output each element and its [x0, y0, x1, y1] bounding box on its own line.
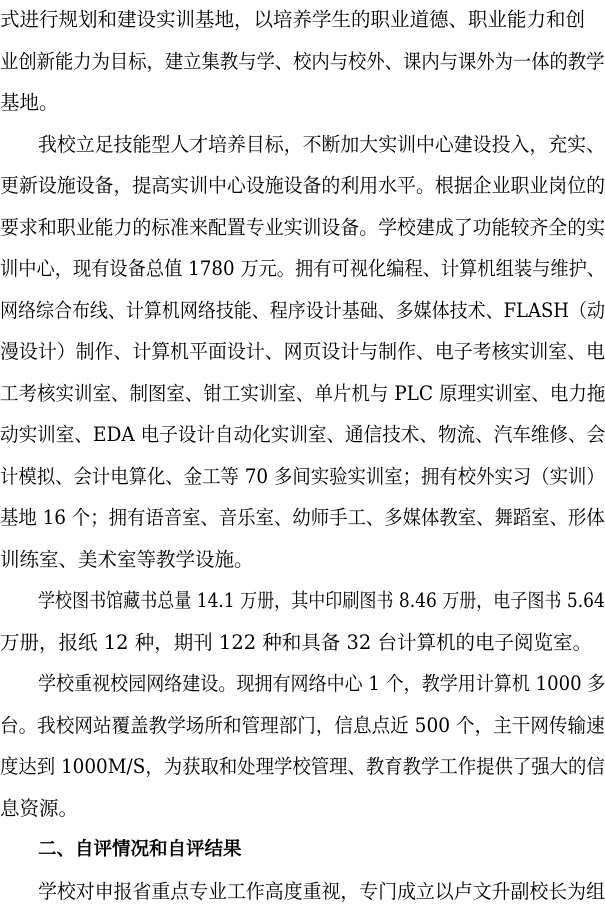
text-line: 训中心，现有设备总值 1780 万元。拥有可视化编程、计算机组装与维护、	[0, 257, 605, 280]
text-line: 学校图书馆藏书总量 14.1 万册，其中印刷图书 8.46 万册，电子图书 5.64	[38, 589, 605, 612]
text-line: 台。我校网站覆盖教学场所和管理部门，信息点近 500 个，主干网传输速	[0, 713, 605, 737]
section-heading: 二、自评情况和自评结果	[38, 839, 242, 860]
text-line: 息资源。	[0, 796, 79, 820]
text-line: 我校立足技能型人才培养目标，不断加大实训中心建设投入，充实、	[38, 132, 605, 156]
text-line: 学校对申报省重点专业工作高度重视，专门成立以卢文升副校长为组	[38, 879, 605, 903]
text-line: 基地 16 个；拥有语音室、音乐室、幼师手工、多媒体教室、舞蹈室、形体	[0, 506, 605, 529]
text-line: 度达到 1000M/S，为获取和处理学校管理、教育教学工作提供了强大的信	[0, 755, 605, 778]
text-line: 业创新能力为目标，建立集教与学、校内与校外、课内与课外为一体的教学	[0, 49, 605, 73]
text-line: 网络综合布线、计算机网络技能、程序设计基础、多媒体技术、FLASH（动	[0, 298, 605, 322]
text-line: 更新设施设备，提高实训中心设施设备的利用水平。根据企业职业岗位的	[0, 174, 605, 197]
text-line: 工考核实训室、制图室、钳工实训室、单片机与 PLC 原理实训室、电力拖	[0, 381, 605, 405]
text-line: 式进行规划和建设实训基地，以培养学生的职业道德、职业能力和创	[0, 8, 586, 31]
text-line: 计模拟、会计电算化、金工等 70 多间实验实训室；拥有校外实习（实训）	[0, 464, 605, 488]
text-line: 动实训室、EDA 电子设计自动化实训室、通信技术、物流、汽车维修、会	[0, 423, 605, 446]
text-line: 学校重视校园网络建设。现拥有网络中心 1 个，教学用计算机 1000 多	[38, 672, 605, 695]
text-line: 训练室、美术室等教学设施。	[0, 547, 254, 571]
text-line: 漫设计）制作、计算机平面设计、网页设计与制作、电子考核实训室、电	[0, 340, 605, 363]
text-line: 基地。	[0, 91, 59, 114]
text-line: 万册，报纸 12 种，期刊 122 种和具备 32 台计算机的电子阅览室。	[0, 630, 593, 654]
text-line: 要求和职业能力的标准来配置专业实训设备。学校建成了功能较齐全的实	[0, 215, 605, 239]
